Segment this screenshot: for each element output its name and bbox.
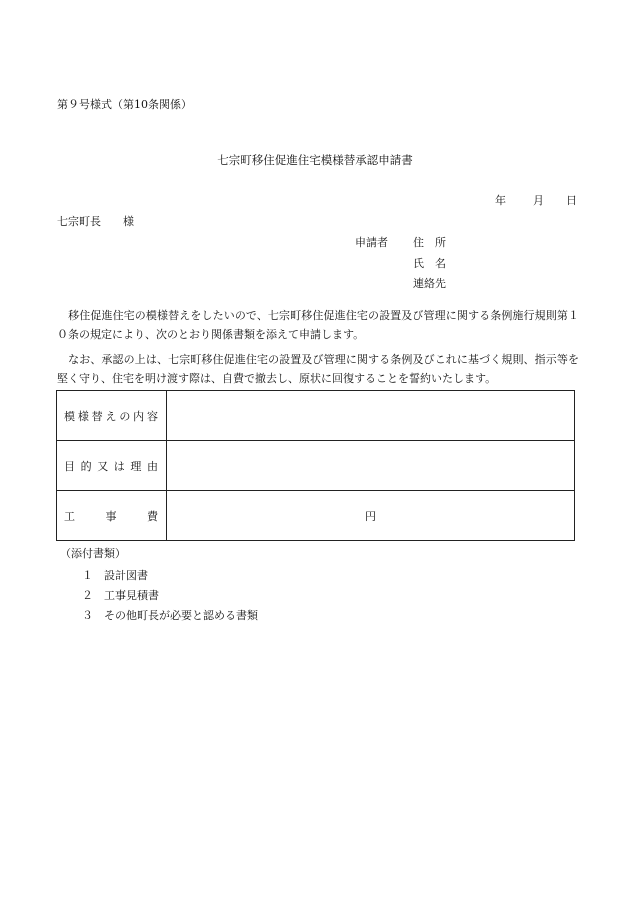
remodel-content-field[interactable] (167, 391, 575, 441)
attachment-number: ３ (82, 609, 93, 622)
label-char: 事 (105, 509, 117, 523)
construction-cost-label (57, 491, 167, 541)
label-char: の (119, 409, 131, 423)
applicant-name-label: 氏 名 (413, 257, 446, 270)
pledge-paragraph: なお、承認の上は、七宗町移住促進住宅の設置及び管理に関する条例及びこれに基づく規則、指示等を堅く守り、住宅を明け渡す際は、自費で撤去し、原状に回復することを誓約いたします。 (57, 353, 579, 385)
label-char: 内 (133, 409, 145, 423)
attachment-item (82, 567, 148, 583)
application-paragraph: 移住促進住宅の模様替えをしたいので、七宗町移住促進住宅の設置及び管理に関する条例施行規則第１０条の規定により、次のとおり関係書類を添えて申請します。 (57, 309, 579, 341)
applicant-label: 申請者 (355, 236, 388, 249)
addressee: 七宗町長 様 (57, 215, 134, 228)
purpose-label (57, 441, 167, 491)
label-char: 的 (80, 459, 92, 473)
label-char: 様 (77, 409, 89, 423)
application-table (56, 390, 575, 541)
attachment-item (82, 587, 159, 603)
attachments-heading: （添付書類） (60, 547, 126, 560)
table-row-construction-cost (57, 491, 575, 541)
label-char: 替 (91, 409, 103, 423)
label-char: 目 (64, 459, 75, 473)
remodel-content-label (57, 391, 167, 441)
attachment-item (82, 607, 258, 623)
attachment-number: １ (82, 569, 93, 582)
label-char: 工 (64, 509, 75, 523)
table-row-purpose (57, 441, 575, 491)
table-row-remodel-content (57, 391, 575, 441)
label-char: 又 (97, 459, 109, 473)
construction-cost-field[interactable]: 円 (167, 491, 575, 541)
attachment-text: その他町長が必要と認める書類 (104, 609, 258, 622)
label-char: え (105, 409, 117, 423)
applicant-contact-label: 連絡先 (413, 277, 446, 290)
form-number: 第９号様式（第10条関係） (57, 98, 192, 111)
page-title: 七宗町移住促進住宅模様替承認申請書 (217, 153, 413, 167)
label-char: 容 (146, 409, 158, 423)
attachment-number: ２ (82, 589, 93, 602)
applicant-address-label: 住 所 (413, 236, 446, 249)
label-char: 理 (130, 459, 142, 473)
date-year-label: 年 (495, 194, 506, 207)
label-char: 模 (64, 409, 75, 423)
date-month-label: 月 (533, 194, 544, 207)
attachment-text: 設計図書 (104, 569, 148, 582)
date-day-label: 日 (566, 194, 577, 207)
label-char: は (113, 459, 125, 473)
purpose-field[interactable] (167, 441, 575, 491)
label-char: 由 (146, 459, 158, 473)
attachment-text: 工事見積書 (104, 589, 159, 602)
label-char: 費 (147, 509, 158, 523)
